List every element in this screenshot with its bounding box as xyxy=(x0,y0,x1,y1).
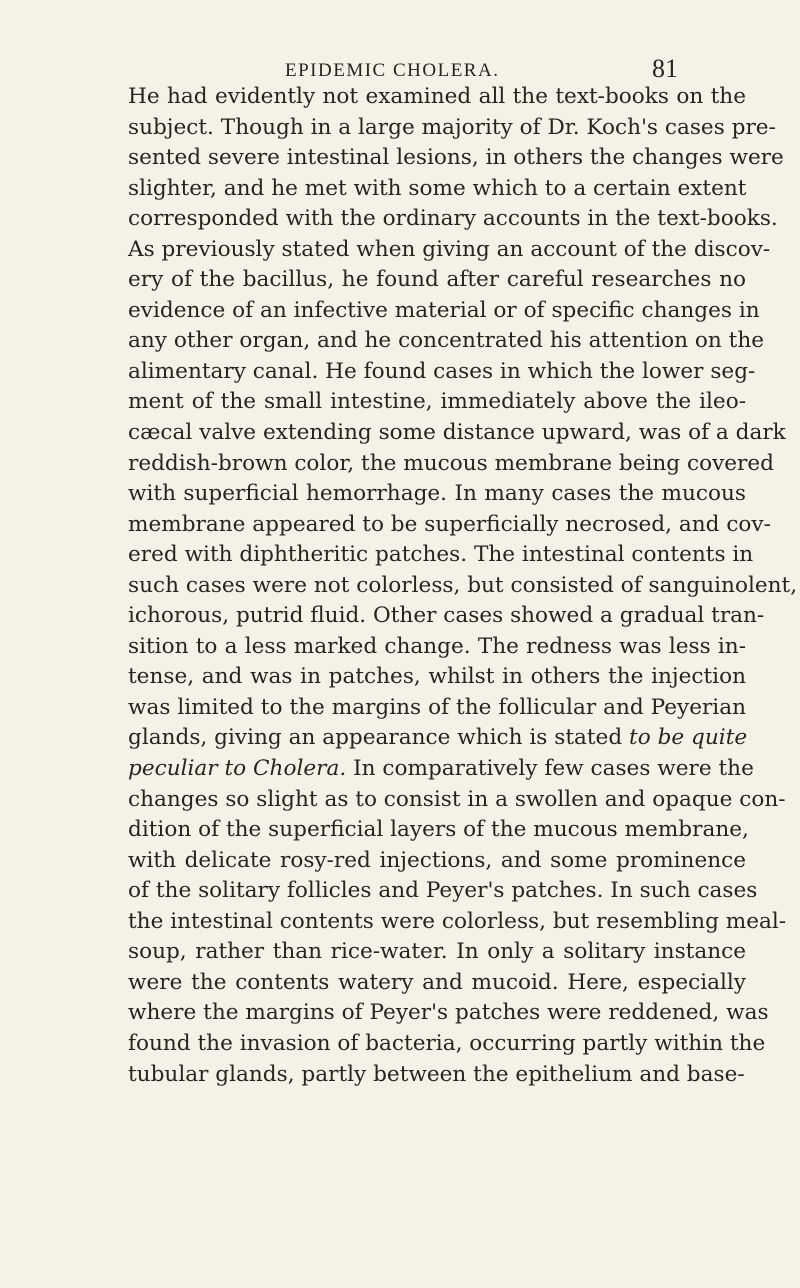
italic-phrase: to be quite xyxy=(629,725,748,751)
text-line: subject. Though in a large majority of Dr. Koch's cases pre- xyxy=(128,114,776,140)
text-line: the intestinal contents were colorless, but resembling meal- xyxy=(128,908,787,934)
text-line: changes so slight as to consist in a swollen and opaque con- xyxy=(128,786,786,812)
text-line: with delicate rosy-red injections, and some prominence xyxy=(128,847,746,873)
text-line: ered with diphtheritic patches. The intestinal contents in xyxy=(128,542,754,568)
text-line: evidence of an infective material or of specific changes in xyxy=(128,297,760,323)
text-line: were the contents watery and mucoid. Here, especially xyxy=(128,969,746,995)
text-line: dition of the superficial layers of the mucous membrane, xyxy=(128,817,749,843)
text-line: ment of the small intestine, immediately above the ileo- xyxy=(128,389,746,415)
text-line: any other organ, and he concentrated his attention on the xyxy=(128,328,765,354)
text-line: found the invasion of bacteria, occurring partly within the xyxy=(128,1030,766,1056)
text-line: of the solitary follicles and Peyer's patches. In such cases xyxy=(128,878,758,904)
text-line: reddish-brown color, the mucous membrane being covered xyxy=(128,450,774,476)
body-text xyxy=(128,82,798,1090)
text-line: tense, and was in patches, whilst in others the injection xyxy=(128,664,746,690)
text-line: sition to a less marked change. The redness was less in- xyxy=(128,633,746,659)
text-line xyxy=(128,754,754,785)
text-line: ichorous, putrid fluid. Other cases showed a gradual tran- xyxy=(128,603,765,629)
text-line: membrane appeared to be superficially necrosed, and cov- xyxy=(128,511,771,537)
italic-phrase: peculiar to Cholera. xyxy=(128,756,347,782)
text-line: sented severe intestinal lesions, in others the changes were xyxy=(128,145,784,171)
text-line xyxy=(128,723,746,754)
text-line: corresponded with the ordinary accounts in the text-books. xyxy=(128,206,778,232)
text-line: with superficial hemorrhage. In many cases the mucous xyxy=(128,481,746,507)
text-line: was limited to the margins of the follicular and Peyerian xyxy=(128,694,746,720)
text-line: He had evidently not examined all the text-books on the xyxy=(128,84,746,109)
text-line: ery of the bacillus, he found after careful researches no xyxy=(128,267,746,293)
text-line: such cases were not colorless, but consisted of sanguinolent, xyxy=(128,572,798,598)
text-run: glands, giving an appearance which is stated xyxy=(128,725,623,751)
text-line: slighter, and he met with some which to a certain extent xyxy=(128,175,747,201)
text-line: tubular glands, partly between the epithelium and base- xyxy=(128,1061,745,1087)
text-line: where the margins of Peyer's patches were reddened, was xyxy=(128,1000,769,1026)
text-line: soup, rather than rice-water. In only a solitary instance xyxy=(128,939,746,965)
page-number: 81 xyxy=(652,54,678,83)
running-title: EPIDEMIC CHOLERA. xyxy=(285,60,500,81)
text-line: cæcal valve extending some distance upward, was of a dark xyxy=(128,420,786,446)
text-run: In comparatively few cases were the xyxy=(353,756,754,782)
text-line: alimentary canal. He found cases in which the lower seg- xyxy=(128,358,756,384)
text-line: As previously stated when giving an account of the discov- xyxy=(128,236,771,262)
